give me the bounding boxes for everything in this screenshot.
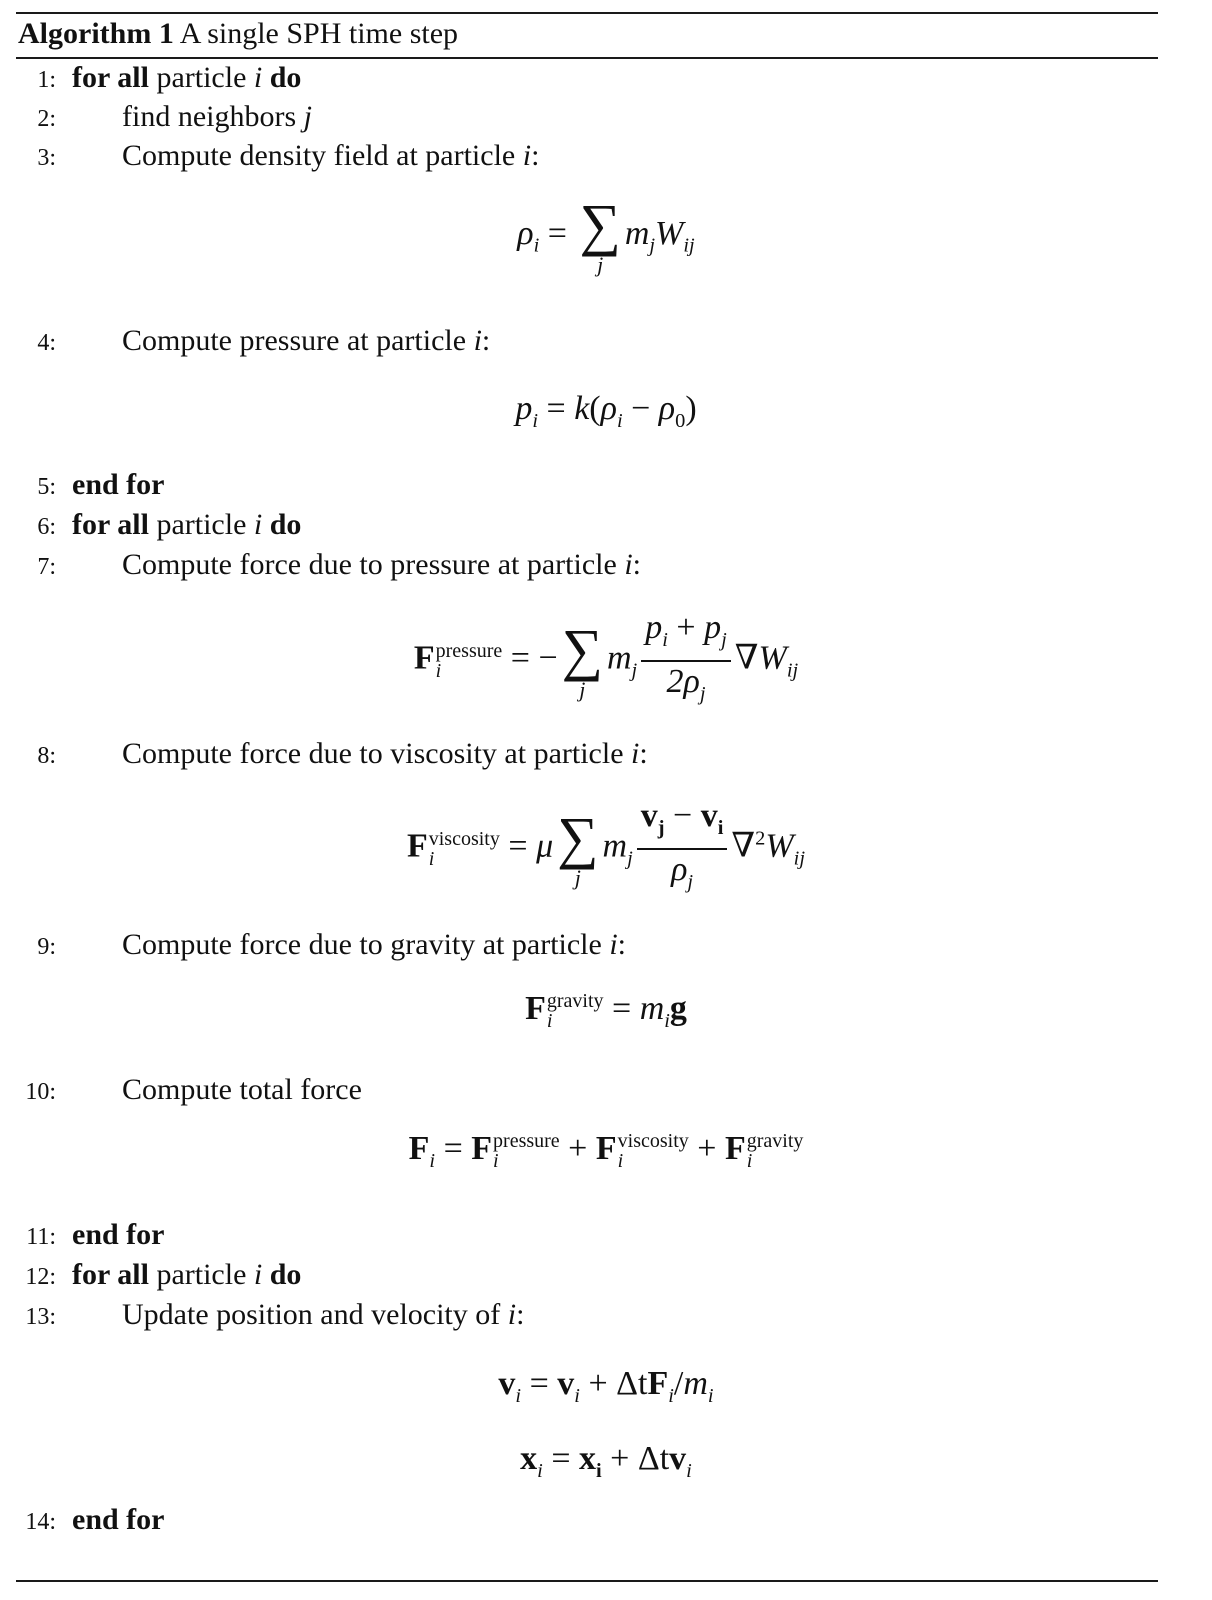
fraction: $\frac{v_j - v_i}{\rho_j}$: [637, 796, 728, 902]
eq-scripts: pressure i: [493, 1130, 560, 1173]
eq-sub: i: [537, 1459, 543, 1482]
eq-sub: j: [699, 682, 706, 705]
algo-line-8: [0, 734, 1212, 774]
fraction: $\frac{p_i + p_j}{2\rho_j}$: [641, 608, 731, 714]
eq-symbol: v: [640, 797, 658, 834]
suffix: :: [481, 324, 491, 357]
eq-symbol: p: [515, 390, 533, 427]
suffix: :: [639, 737, 648, 770]
algo-line-9: [0, 925, 1212, 965]
line-text: Compute total force: [122, 1073, 362, 1106]
eq-symbol: p: [645, 609, 663, 646]
equation-density: $\rho_i$ = ∑ j $m_jW_{ij}$: [517, 192, 695, 277]
line-number: 5:: [37, 474, 56, 500]
equation-position-update: $x_i = x_i + \Delta tv_i$: [520, 1440, 692, 1482]
line-content: [122, 545, 641, 585]
eq-sub: ij: [786, 659, 799, 682]
eq-symbol: m: [639, 990, 665, 1027]
eq-symbol: k: [574, 390, 590, 427]
algo-line-6: [0, 505, 1212, 545]
line-text: Update position and velocity of: [122, 1298, 501, 1331]
equation-force-gravity: F gravity i = $m_ig$: [525, 990, 687, 1033]
eq-symbol: W: [655, 214, 684, 252]
line-number: 12:: [25, 1264, 56, 1290]
eq-symbol: μ: [536, 827, 554, 865]
keyword: do: [269, 508, 302, 541]
eq-sub: ij: [683, 234, 695, 257]
eq-scripts: [547, 991, 604, 1031]
line-text: particle: [156, 508, 247, 541]
eq-sub: i: [435, 659, 442, 682]
line-text: find neighbors: [122, 100, 297, 133]
eq-symbol: m: [624, 214, 650, 252]
eq-sup: viscosity: [617, 1130, 689, 1153]
keyword: for all: [72, 61, 149, 94]
line-text: particle: [156, 1258, 247, 1291]
line-number: 11:: [26, 1224, 56, 1250]
algo-line-2: [0, 97, 1212, 137]
algo-line-10: [0, 1070, 1212, 1110]
sum-symbol: ∑ j: [579, 192, 621, 277]
line-content: [122, 136, 539, 176]
line-content: [122, 321, 490, 361]
variable: i: [609, 928, 618, 961]
variable: i: [253, 61, 263, 94]
eq-symbol: ∇: [731, 827, 756, 865]
eq-sub: i: [546, 1010, 553, 1033]
caption-title: A single SPH time step: [179, 17, 459, 50]
equation-velocity-update: $v_i = v_i + \Delta tF_i/m_i$: [498, 1365, 714, 1407]
eq-sub: j: [687, 870, 694, 893]
line-number: 1:: [37, 67, 56, 93]
eq-symbol: ∇W: [734, 639, 787, 677]
eq-symbol: F: [647, 1365, 669, 1402]
eq-sub: j: [649, 234, 656, 257]
eq-scripts: gravity i: [746, 1130, 804, 1173]
eq-symbol: F: [413, 639, 435, 677]
line-content: [122, 1295, 524, 1335]
line-content: [122, 97, 312, 137]
line-content: [72, 58, 301, 98]
algo-line-5: [0, 465, 1212, 505]
line-number: 4:: [37, 330, 56, 356]
line-number: 14:: [25, 1509, 56, 1535]
eq-sup: gravity: [746, 1130, 804, 1153]
line-text: Compute pressure at particle: [122, 324, 467, 357]
algo-line-3: [0, 136, 1212, 176]
keyword: end for: [72, 1503, 165, 1536]
line-number: 13:: [25, 1304, 56, 1330]
eq-symbol: Δt: [637, 1440, 670, 1477]
line-content: [72, 1255, 301, 1295]
eq-symbol: v: [669, 1440, 687, 1477]
variable: i: [507, 1298, 517, 1331]
sum-index: j: [597, 252, 604, 277]
eq-symbol: 2ρ: [666, 662, 700, 700]
keyword: do: [269, 61, 302, 94]
line-content: [72, 465, 165, 505]
algorithm-caption: [18, 14, 458, 54]
suffix: :: [531, 139, 540, 172]
algo-line-14: [0, 1500, 1212, 1540]
line-text: particle: [156, 61, 247, 94]
equation-force-total: $F_i = F$ pressure i + F viscosity i + F gravity i: [408, 1130, 804, 1173]
algo-line-12: [0, 1255, 1212, 1295]
eq-symbol: v: [498, 1365, 516, 1402]
line-number: 9:: [37, 934, 56, 960]
eq-symbol: F: [408, 1130, 430, 1167]
eq-symbol: g: [669, 990, 687, 1027]
algo-line-1: [0, 58, 1212, 98]
eq-scripts: [429, 829, 500, 869]
line-content: [72, 505, 301, 545]
sum-symbol: ∑ j: [557, 804, 599, 890]
eq-symbol: ρ: [658, 390, 676, 427]
line-content: [122, 734, 648, 774]
line-content: [72, 1215, 165, 1255]
variable: j: [303, 100, 312, 133]
algo-line-11: [0, 1215, 1212, 1255]
eq-sub: i: [533, 234, 540, 257]
line-content: [72, 1500, 165, 1540]
line-text: Compute force due to gravity at particle: [122, 928, 602, 961]
variable: i: [253, 508, 263, 541]
eq-symbol: F: [525, 990, 546, 1027]
algo-line-13: [0, 1295, 1212, 1335]
eq-symbol: m: [683, 1365, 708, 1402]
eq-sub: ij: [793, 847, 806, 870]
eq-symbol: x: [520, 1440, 538, 1477]
line-number: 6:: [37, 514, 56, 540]
eq-symbol: ρ: [517, 214, 534, 252]
equation-pressure: $p_i = k(\rho_i - \rho_0)$: [515, 390, 697, 432]
line-number: 2:: [37, 106, 56, 132]
suffix: :: [632, 548, 641, 581]
line-number: 8:: [37, 743, 56, 769]
eq-sup: pressure: [435, 639, 503, 662]
line-number: 10:: [25, 1079, 56, 1105]
eq-symbol: ρ: [671, 850, 688, 888]
line-text: Compute force due to pressure at particle: [122, 548, 617, 581]
eq-sub: i: [616, 409, 623, 432]
eq-scripts: viscosity i: [617, 1130, 689, 1173]
variable: i: [522, 139, 532, 172]
eq-sub: i: [662, 628, 668, 651]
eq-sup: pressure: [493, 1130, 560, 1153]
line-text: Compute density field at particle: [122, 139, 516, 172]
eq-sub: i: [717, 816, 724, 839]
equation-force-viscosity: F viscosity i = μ ∑ j $m_j$ $\frac{v_j - v_i}{\rho_j}$ $\nabla^2W_{ij}$: [0, 796, 1212, 902]
eq-sup: gravity: [546, 990, 604, 1013]
suffix: :: [516, 1298, 525, 1331]
eq-sub: i: [515, 1384, 522, 1407]
eq-sub: i: [532, 409, 538, 432]
algo-line-4: [0, 321, 1212, 361]
line-content: [122, 1070, 362, 1110]
eq-symbol: F: [406, 827, 428, 865]
line-number: 3:: [37, 145, 56, 171]
sum-symbol: ∑ j: [561, 616, 603, 702]
variable: i: [624, 548, 633, 581]
keyword: for all: [72, 1258, 149, 1291]
variable: i: [253, 1258, 263, 1291]
suffix: :: [617, 928, 627, 961]
keyword: for all: [72, 508, 149, 541]
eq-sub: i: [428, 847, 435, 870]
eq-scripts: [436, 641, 503, 681]
eq-sub: 0: [675, 409, 686, 432]
line-text: Compute force due to viscosity at particle: [122, 737, 624, 770]
keyword: end for: [72, 1218, 165, 1251]
caption-label: Algorithm 1: [18, 17, 174, 50]
eq-sub: i: [429, 1149, 436, 1172]
keyword: end for: [72, 468, 165, 501]
bottom-rule: [16, 1580, 1158, 1582]
eq-sub: j: [721, 628, 727, 651]
eq-sup: viscosity: [428, 827, 500, 850]
line-number: 7:: [37, 554, 56, 580]
eq-symbol: ρ: [600, 390, 617, 427]
variable: i: [631, 737, 640, 770]
eq-sub: j: [657, 816, 665, 839]
eq-sup: 2: [755, 827, 766, 850]
keyword: do: [269, 1258, 302, 1291]
variable: i: [473, 324, 482, 357]
eq-symbol: Δt: [616, 1365, 648, 1402]
algo-line-7: [0, 545, 1212, 585]
eq-symbol: W: [765, 827, 794, 865]
line-content: [122, 925, 626, 965]
eq-sub: i: [664, 1009, 670, 1032]
eq-symbol: v: [700, 797, 718, 834]
equation-force-pressure: F pressure i = − ∑ j $m_j$ $\frac{p_i + p_j}{2\rho_j}$ $\nabla W_{ij}$: [0, 608, 1212, 714]
